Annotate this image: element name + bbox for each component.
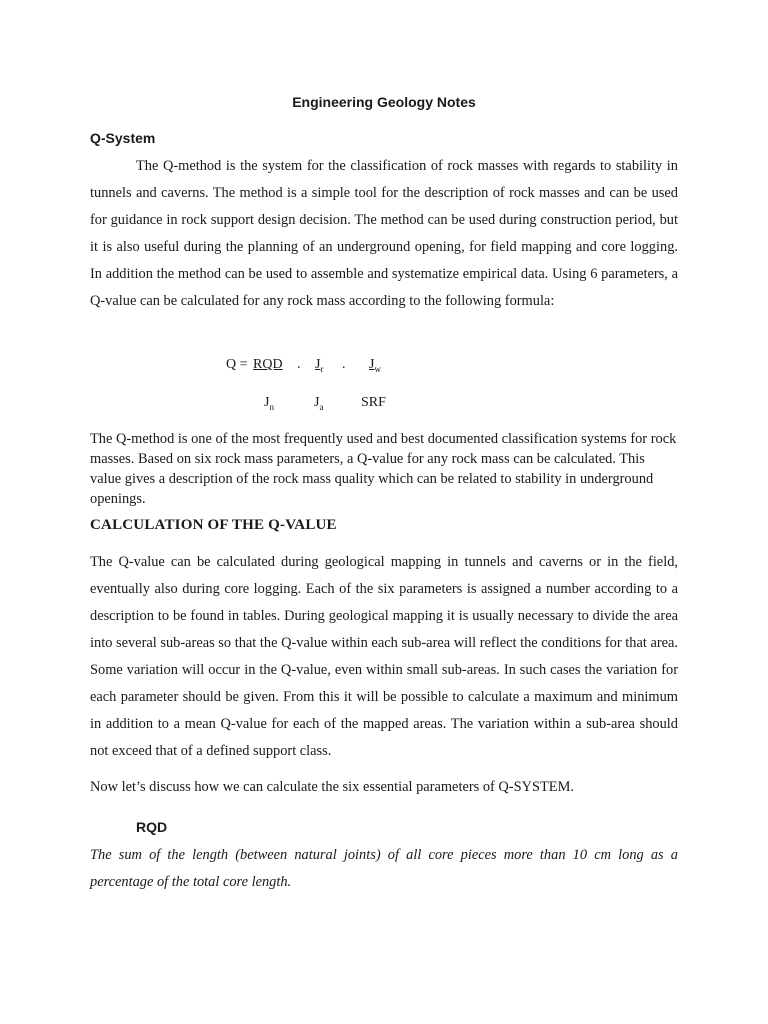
transition-paragraph: Now let’s discuss how we can calculate the six essential parameters of Q-SYSTEM. xyxy=(90,779,574,795)
formula-jn xyxy=(264,395,274,412)
summary-paragraph: The Q-method is one of the most frequently used and best documented classification systems for rock masses. Based on six rock mass parameters, a Q-value for any rock mass can be calculated. This value gives a description of the rock mass quality which can be related to stability in underground openings. xyxy=(90,431,677,507)
intro-paragraph: The Q-method is the system for the classification of rock masses with regards to stability in tunnels and caverns. The method is a simple tool for the description of rock masses and can be used for guidance in rock support design decision. The method can be used during construction period, but it is also useful during the planning of an underground opening, for field mapping and core logging. In addition the method can be used to assemble and systematize empirical data. Using 6 parameters, a Q-value can be calculated for any rock mass according to the following formula: xyxy=(90,158,678,309)
formula-jw xyxy=(360,357,399,374)
rqd-heading: RQD xyxy=(136,819,168,835)
jr-base: J xyxy=(315,357,321,372)
formula-dot-1: . xyxy=(297,357,301,372)
section-heading-q-system: Q-System xyxy=(90,130,156,146)
jr-sub: r xyxy=(320,363,324,374)
rqd-definition: The sum of the length (between natural joints) of all core pieces more than 10 cm long as a percentage of the total core length. xyxy=(90,847,678,890)
formula-ja xyxy=(314,395,323,412)
formula-dot-2: . xyxy=(342,357,346,372)
calculation-paragraph: The Q-value can be calculated during geological mapping in tunnels and caverns or in the field, eventually also during core logging. Each of the six parameters is assigned a number according to a description to be found in tables. During geological mapping it is usually necessary to divide the area into several sub-areas so that the Q-value within each sub-area will reflect the conditions for that area. Some variation will occur in the Q-value, even within small sub-areas. In such cases the variation for each parameter should be given. From this it will be possible to calculate a maximum and minimum in addition to a mean Q-value for each of the mapped areas. The variation within a sub-area should not exceed that of a defined support class. xyxy=(90,554,678,759)
jw-sub: w xyxy=(374,363,381,374)
jw-base: J xyxy=(369,357,375,372)
ja-base: J xyxy=(314,395,320,410)
formula-jr xyxy=(307,357,331,374)
section-heading-calculation: CALCULATION OF THE Q-VALUE xyxy=(90,517,337,533)
formula-rqd: RQD xyxy=(253,357,283,372)
jn-base: J xyxy=(264,395,270,410)
formula-srf: SRF xyxy=(361,395,386,410)
ja-sub: a xyxy=(319,401,324,412)
formula-lhs: Q = xyxy=(226,357,248,372)
document-title: Engineering Geology Notes xyxy=(292,94,476,110)
jn-sub: n xyxy=(269,401,274,412)
